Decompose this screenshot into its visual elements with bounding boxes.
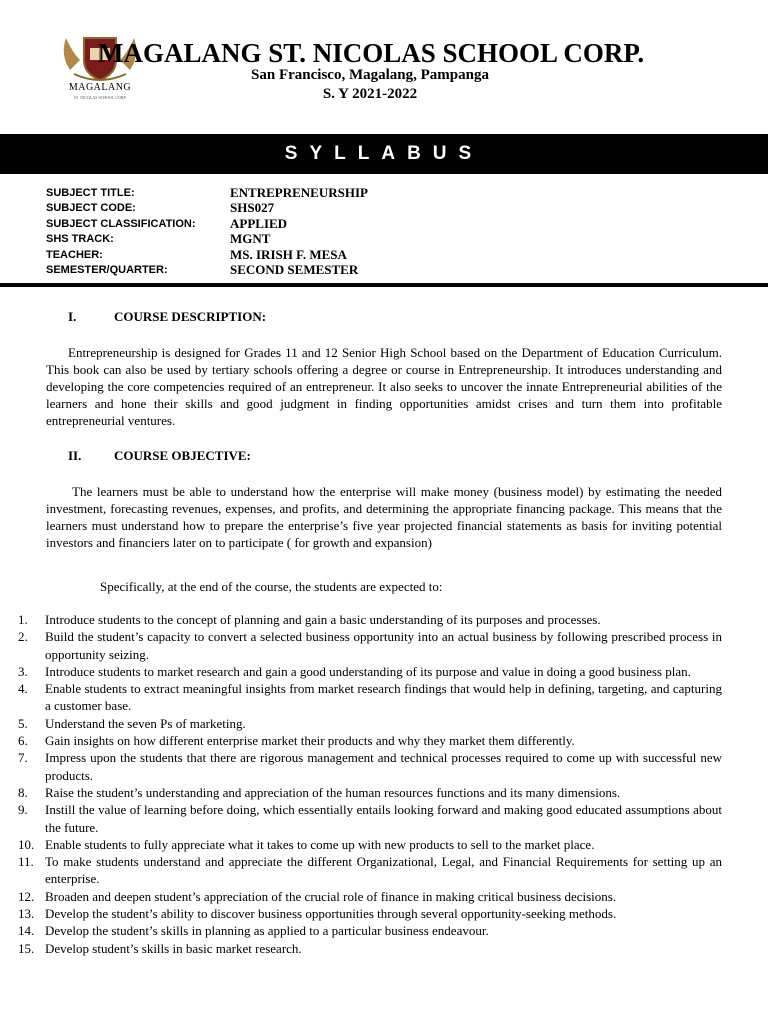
meta-row: [46, 216, 726, 232]
item-text: Enable students to extract meaningful insights from market research findings that would help in defining, targeting, and capturing a customer base.: [45, 681, 722, 714]
list-item: [18, 940, 722, 957]
item-text: Introduce students to the concept of planning and gain a basic understanding of its purposes and processes.: [45, 612, 601, 627]
specific-objectives-intro: Specifically, at the end of the course, the students are expected to:: [100, 579, 443, 594]
item-number: 8.: [18, 784, 28, 800]
item-text: Introduce students to market research and gain a good understanding of its purpose and value in doing a good business plan.: [45, 663, 691, 679]
list-item: [18, 715, 722, 732]
banner-title: SYLLABUS: [284, 143, 484, 164]
course-objective-text: The learners must be able to understand how the enterprise will make money (business model) by estimating the needed investment, forecasting revenues, expenses, and profits, and determining the appropriate financing package. This means that the learners must understand how to prepare the enterprise’s five year projected financial statements as basis for inviting potential investors and financiers later on to participate ( for growth and expansion): [46, 484, 722, 550]
item-number: 13.: [18, 906, 35, 922]
meta-row: [46, 263, 726, 279]
meta-value: MGNT: [230, 231, 271, 247]
list-item: [18, 853, 722, 888]
item-text: Build the student’s capacity to convert a selected business opportunity into an actual business by following prescribed process in opportunity seizing.: [45, 629, 722, 662]
item-number: 9.: [18, 802, 28, 818]
item-number: 5.: [18, 715, 28, 731]
meta-row: [46, 247, 726, 263]
item-number: 7.: [18, 750, 28, 766]
meta-value: SHS027: [230, 200, 275, 216]
item-text: Understand the seven Ps of marketing.: [45, 715, 246, 731]
list-item: [18, 784, 722, 801]
logo-caption: MAGALANG: [68, 82, 132, 93]
item-number: 6.: [18, 733, 28, 749]
school-address: San Francisco, Magalang, Pampanga: [251, 67, 489, 83]
meta-value: APPLIED: [230, 215, 288, 231]
item-text: Raise the student’s understanding and appreciation of the human resources functions and its many dimensions.: [45, 784, 621, 800]
item-text: Develop student’s skills in basic market research.: [45, 940, 302, 956]
item-text: To make students understand and appreciate the different Organizational, Legal, and Financial Requirements for setting up an enterprise.: [45, 854, 722, 887]
meta-value: ENTREPRENEURSHIP: [230, 184, 368, 200]
list-item: [18, 611, 722, 628]
section-title: COURSE OBJECTIVE:: [114, 448, 251, 463]
list-item: [18, 801, 722, 836]
list-item: [18, 836, 722, 853]
course-description-heading: [68, 309, 568, 325]
meta-label: TEACHER:: [46, 248, 103, 261]
meta-label: SUBJECT TITLE:: [46, 186, 135, 199]
meta-label: SEMESTER/QUARTER:: [46, 264, 168, 277]
meta-row: [46, 185, 726, 201]
syllabus-banner: [0, 134, 768, 174]
subject-info: [46, 185, 726, 278]
list-item: [18, 732, 722, 749]
school-name: MAGALANG ST. NICOLAS SCHOOL CORP.: [98, 38, 645, 68]
school-year: S. Y 2021-2022: [322, 86, 418, 102]
item-number: 11.: [18, 854, 34, 870]
item-number: 4.: [18, 681, 28, 697]
section-number: I.: [68, 309, 77, 324]
meta-value: MS. IRISH F. MESA: [230, 246, 347, 262]
course-objective-heading: [68, 448, 568, 464]
item-text: Develop the student’s ability to discover business opportunities through several opportunity-seeking methods.: [45, 906, 617, 922]
list-item: [18, 749, 722, 784]
section-number: II.: [68, 448, 82, 463]
list-item: [18, 663, 722, 680]
item-number: 12.: [18, 888, 35, 904]
item-number: 3.: [18, 663, 28, 679]
meta-label: SHS TRACK:: [46, 233, 114, 246]
item-text: Enable students to fully appreciate what it takes to come up with new products to sell to the market place.: [45, 836, 595, 852]
item-number: 15.: [18, 940, 35, 956]
item-text: Impress upon the students that there are rigorous management and technical processes required to come up with successful new products.: [45, 750, 722, 783]
meta-row: [46, 232, 726, 248]
item-text: Develop the student’s skills in planning as applied to a particular business endeavour.: [45, 923, 489, 939]
item-number: 14.: [18, 923, 35, 939]
item-number: 2.: [18, 629, 28, 645]
list-item: [18, 922, 722, 939]
item-text: Broaden and deepen student’s appreciation of the crucial role of finance in making critical business decisions.: [45, 888, 617, 904]
meta-value: SECOND SEMESTER: [230, 262, 359, 278]
meta-row: [46, 201, 726, 217]
objectives-list: [18, 611, 722, 957]
meta-label: SUBJECT CODE:: [46, 202, 136, 215]
section-title: COURSE DESCRIPTION:: [114, 309, 267, 324]
course-description-text: Entrepreneurship is designed for Grades 11 and 12 Senior High School based on the Department of Education Curriculum. This book can also be used by tertiary schools offering a degree or course in Entrepreneurship. It introduces understanding and developing the core competencies required of an entrepreneur. It also seeks to uncover the innate Entrepreneurial abilities of the learners and hone their skills and good judgment in finding opportunities amidst crises and turn them into profitable entrepreneurial ventures.: [46, 345, 722, 428]
list-item: [18, 888, 722, 905]
meta-label: SUBJECT CLASSIFICATION:: [46, 217, 196, 230]
list-item: [18, 628, 722, 663]
list-item: [18, 680, 722, 715]
item-text: Gain insights on how different enterprise market their products and why they market them differently.: [45, 733, 575, 749]
list-item: [18, 905, 722, 922]
item-number: 10.: [18, 836, 35, 852]
logo-subcaption: ST. NICOLAS SCHOOL CORP.: [73, 95, 127, 100]
section-divider: [0, 283, 768, 287]
item-number: 1.: [18, 612, 28, 627]
item-text: Instill the value of learning before doing, which essentially entails looking forward and making good educated assumptions about the future.: [45, 802, 722, 835]
